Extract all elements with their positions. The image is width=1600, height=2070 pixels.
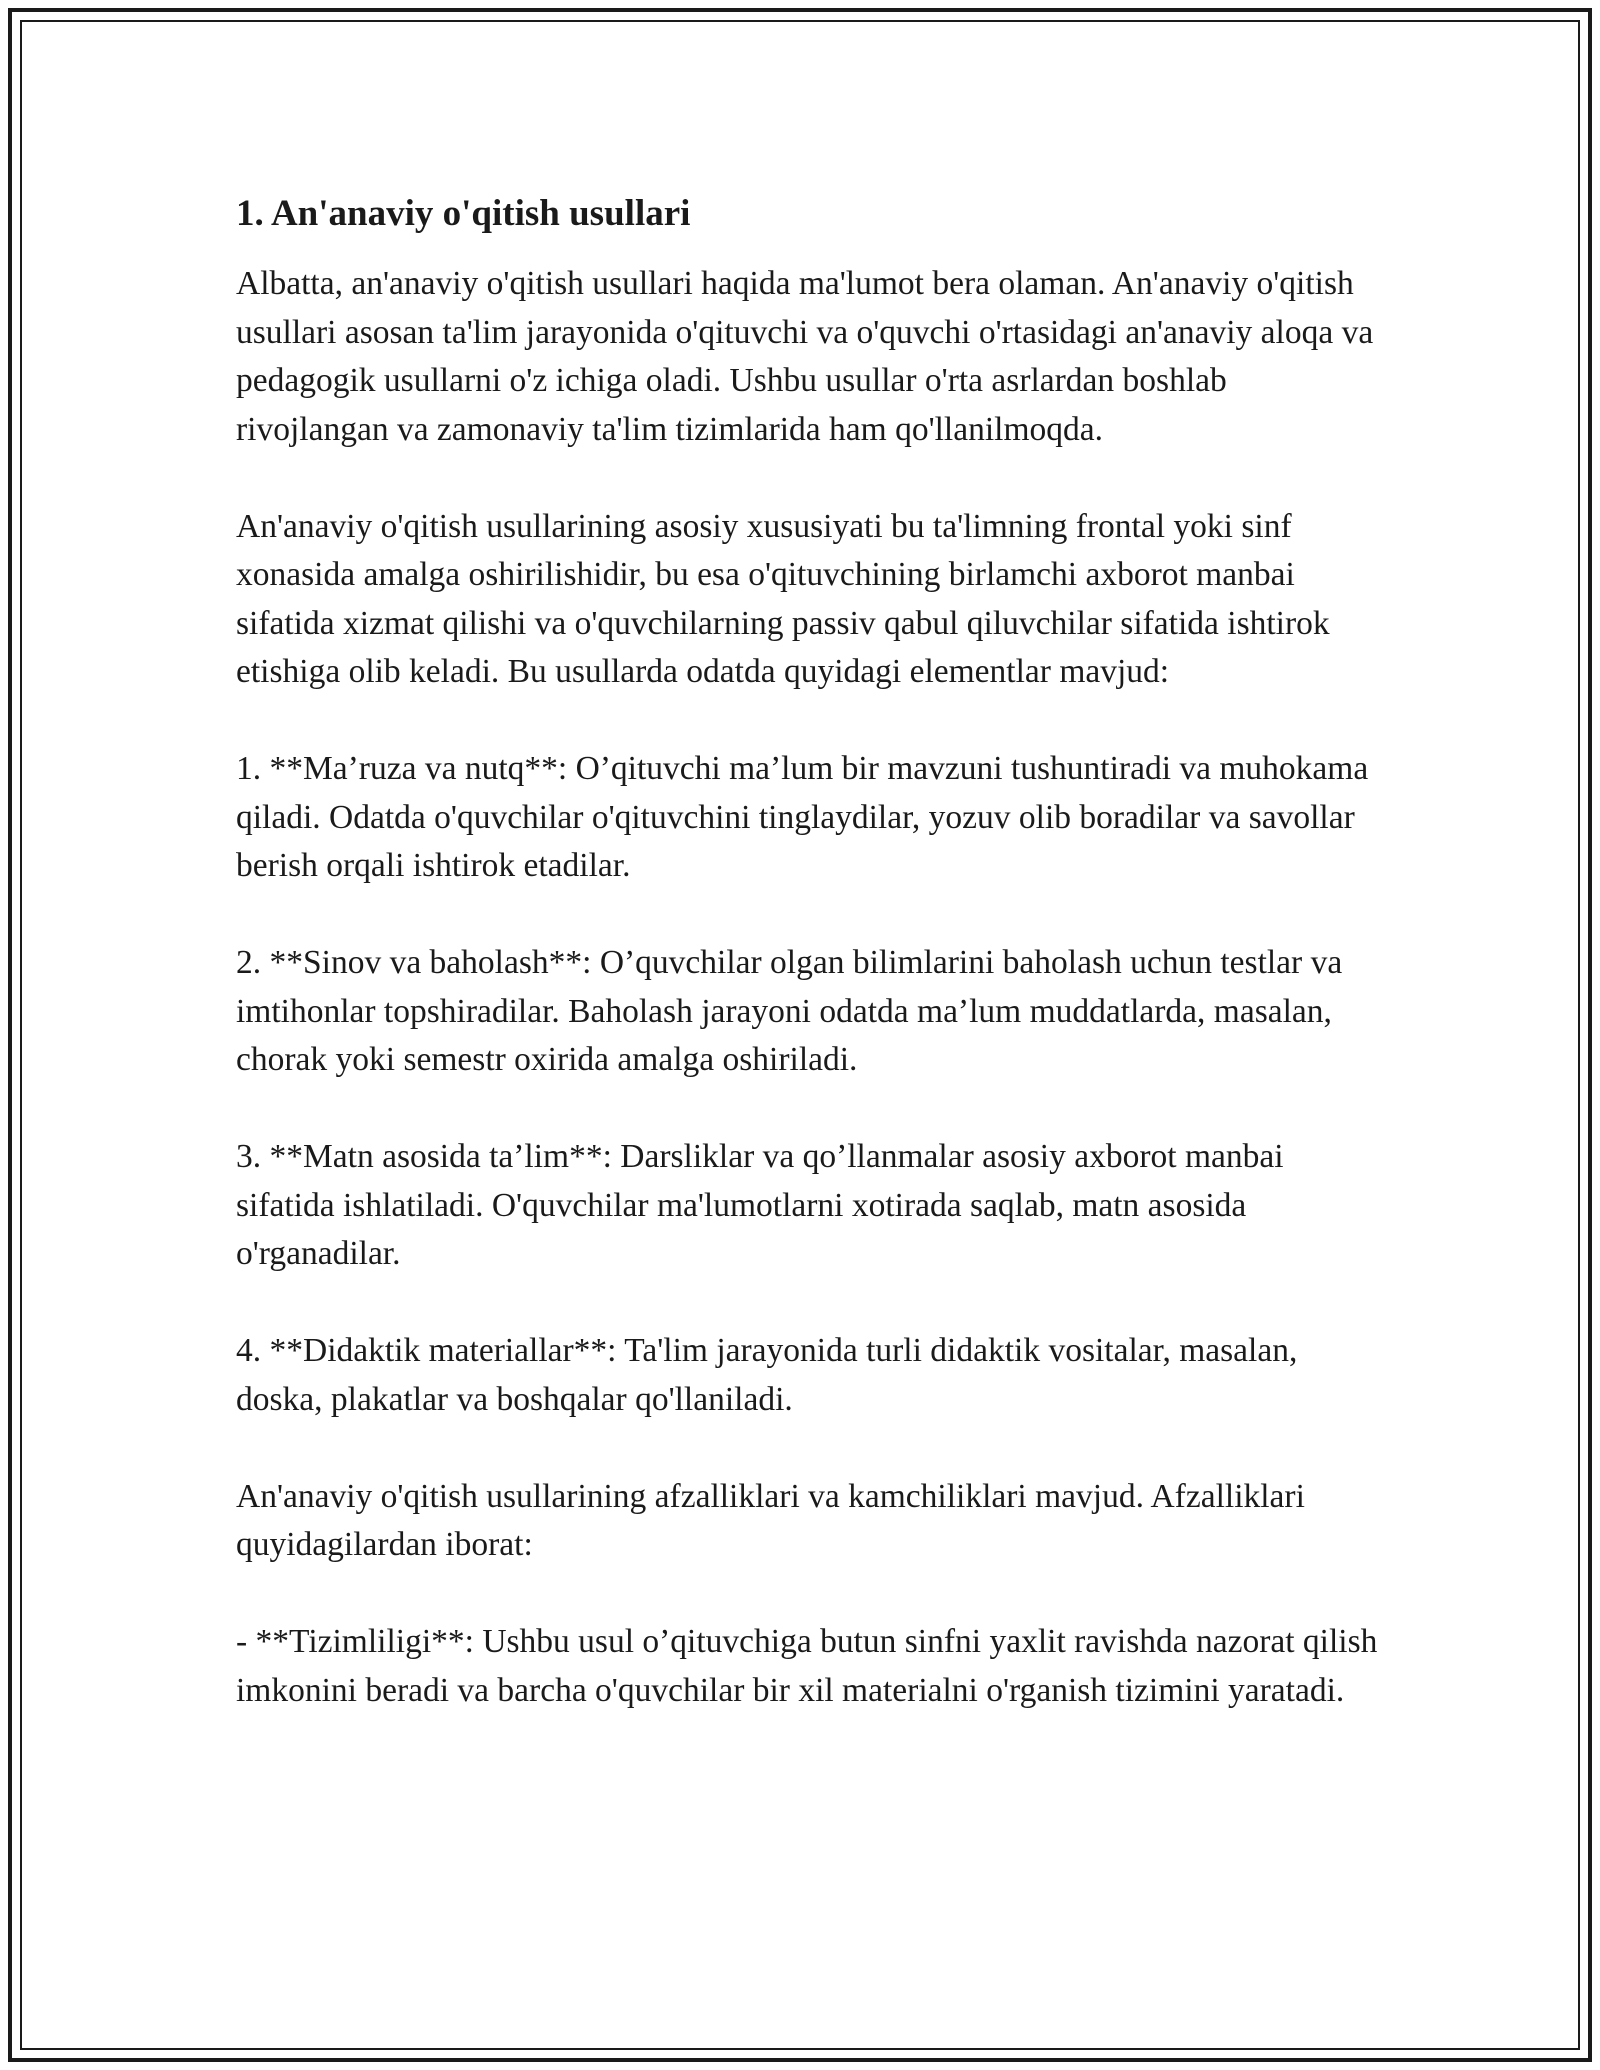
- list-item-testing: 2. **Sinov va baholash**: O’quvchilar olgan bilimlarini baholash uchun testlar va imtihonlar topshiradilar. Baholash jarayoni odatda ma’lum muddatlarda, masalan, chorak yoki semestr oxirida amalga oshiriladi.: [236, 944, 1343, 1078]
- document-body: [236, 190, 1386, 1715]
- section-heading: 1. An'anaviy o'qitish usullari: [236, 193, 691, 234]
- paragraph-advantages: An'anaviy o'qitish usullarining afzalliklari va kamchiliklari mavjud. Afzalliklari quyidagilardan iborat:: [236, 1477, 1305, 1563]
- bullet-item-systematic: - **Tizimliligi**: Ushbu usul o’qituvchiga butun sinfni yaxlit ravishda nazorat qilish imkonini beradi va barcha o'quvchilar bir xil materialni o'rganish tizimini yaratadi.: [236, 1623, 1378, 1709]
- paragraph-features: An'anaviy o'qitish usullarining asosiy xususiyati bu ta'limning frontal yoki sinf xonasida amalga oshirilishidir, bu esa o'qituvchining birlamchi axborot manbai sifatida xizmat qilishi va o'quvchilarning passiv qabul qiluvchilar sifatida ishtirok etishiga olib keladi. Bu usullarda odatda quyidagi elementlar mavjud:: [236, 507, 1330, 690]
- list-item-didactic: 4. **Didaktik materiallar**: Ta'lim jarayonida turli didaktik vositalar, masalan, doska, plakatlar va boshqalar qo'llaniladi.: [236, 1332, 1298, 1418]
- list-item-lecture: 1. **Ma’ruza va nutq**: O’qituvchi ma’lum bir mavzuni tushuntiradi va muhokama qiladi. Odatda o'quvchilar o'qituvchini tinglaydilar, yozuv olib boradilar va savollar berish orqali ishtirok etadilar.: [236, 750, 1369, 884]
- paragraph-intro: Albatta, an'anaviy o'qitish usullari haqida ma'lumot bera olaman. An'anaviy o'qitish usullari asosan ta'lim jarayonida o'qituvchi va o'quvchi o'rtasidagi an'anaviy aloqa va pedagogik usullarni o'z ichiga oladi. Ushbu usullar o'rta asrlardan boshlab rivojlangan va zamonaviy ta'lim tizimlarida ham qo'llanilmoqda.: [236, 265, 1374, 448]
- list-item-text-based: 3. **Matn asosida ta’lim**: Darsliklar va qo’llanmalar asosiy axborot manbai sifatida ishlatiladi. O'quvchilar ma'lumotlarni xotirada saqlab, matn asosida o'rganadilar.: [236, 1138, 1284, 1272]
